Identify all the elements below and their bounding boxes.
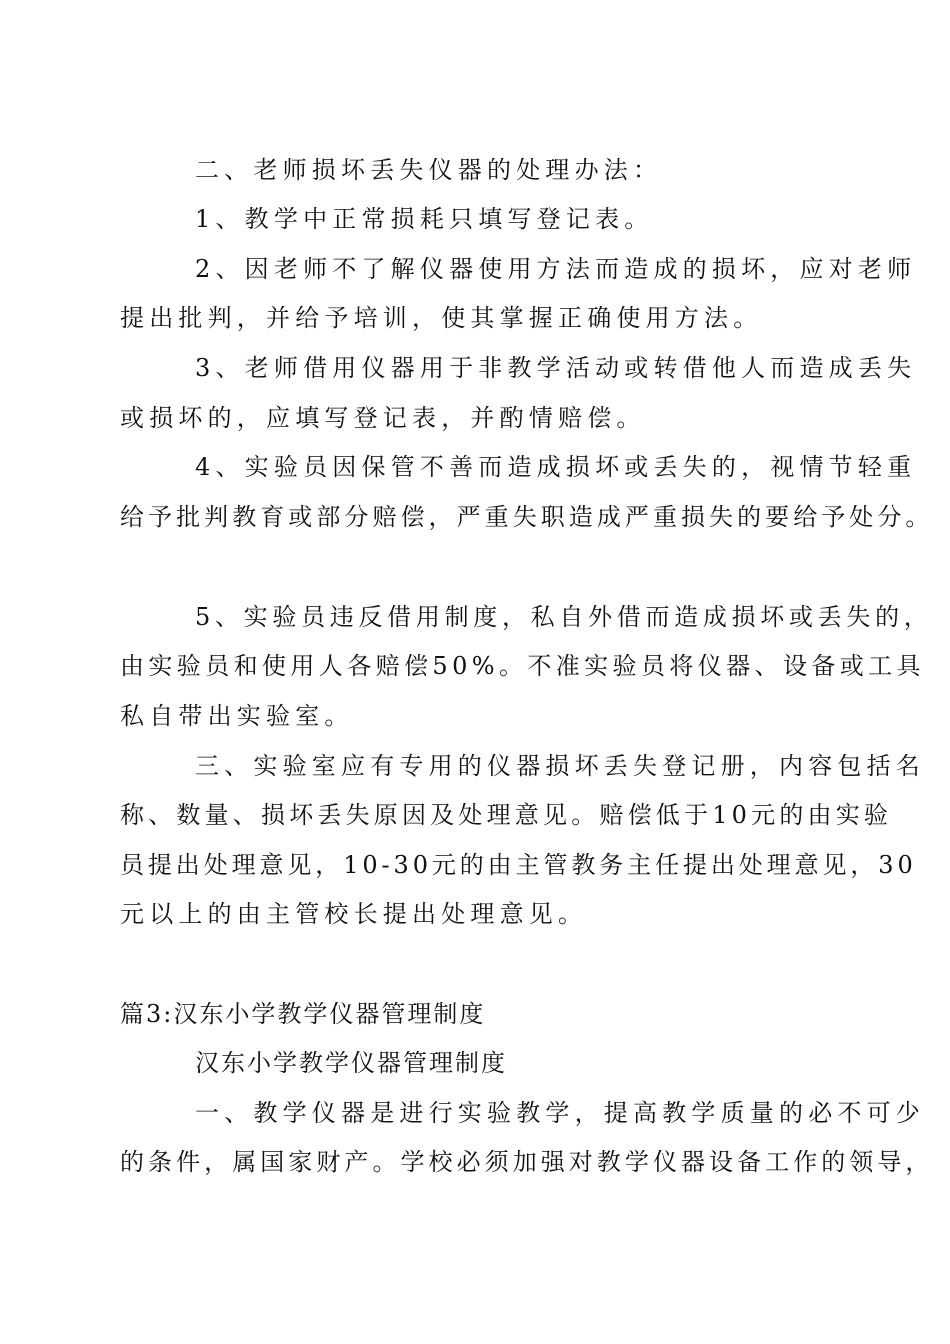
article-heading: 篇3:汉东小学教学仪器管理制度: [120, 1000, 486, 1028]
paragraph-line: 2、因老师不了解仪器使用方法而造成的损坏，应对老师: [195, 255, 917, 283]
paragraph-line: 5、实验员违反借用制度，私自外借而造成损坏或丢失的，: [195, 603, 933, 631]
paragraph-line: 3、老师借用仪器用于非教学活动或转借他人而造成丢失: [195, 354, 917, 382]
paragraph-line: 或损坏的，应填写登记表，并酌情赔偿。: [120, 404, 646, 432]
paragraph-line: 提出批判，并给予培训，使其掌握正确使用方法。: [120, 304, 763, 332]
section-three-line: 三、实验室应有专用的仪器损坏丢失登记册，内容包括名: [195, 752, 925, 780]
article-title: 汉东小学教学仪器管理制度: [195, 1049, 507, 1077]
paragraph-line: 一、教学仪器是进行实验教学，提高教学质量的必不可少: [195, 1099, 925, 1127]
paragraph-line: 员提出处理意见，10-30元的由主管教务主任提出处理意见，30: [120, 851, 917, 879]
paragraph-line: 4、实验员因保管不善而造成损坏或丢失的，视情节轻重: [195, 453, 917, 481]
paragraph-line: 给予批判教育或部分赔偿，严重失职造成严重损失的要给予处分。: [120, 503, 934, 531]
paragraph-line: 私自带出实验室。: [120, 702, 354, 730]
paragraph-line: 1、教学中正常损耗只填写登记表。: [195, 205, 654, 233]
paragraph-line: 的条件，属国家财产。学校必须加强对教学仪器设备工作的领导，: [120, 1148, 934, 1176]
section-two-heading: 二、老师损坏丢失仪器的处理办法：: [195, 156, 663, 184]
paragraph-line: 由实验员和使用人各赔偿50%。不准实验员将仪器、设备或工具: [120, 652, 925, 680]
paragraph-line: 称、数量、损坏丢失原因及处理意见。赔偿低于10元的由实验: [120, 801, 893, 829]
paragraph-line: 元以上的由主管校长提出处理意见。: [120, 900, 588, 928]
